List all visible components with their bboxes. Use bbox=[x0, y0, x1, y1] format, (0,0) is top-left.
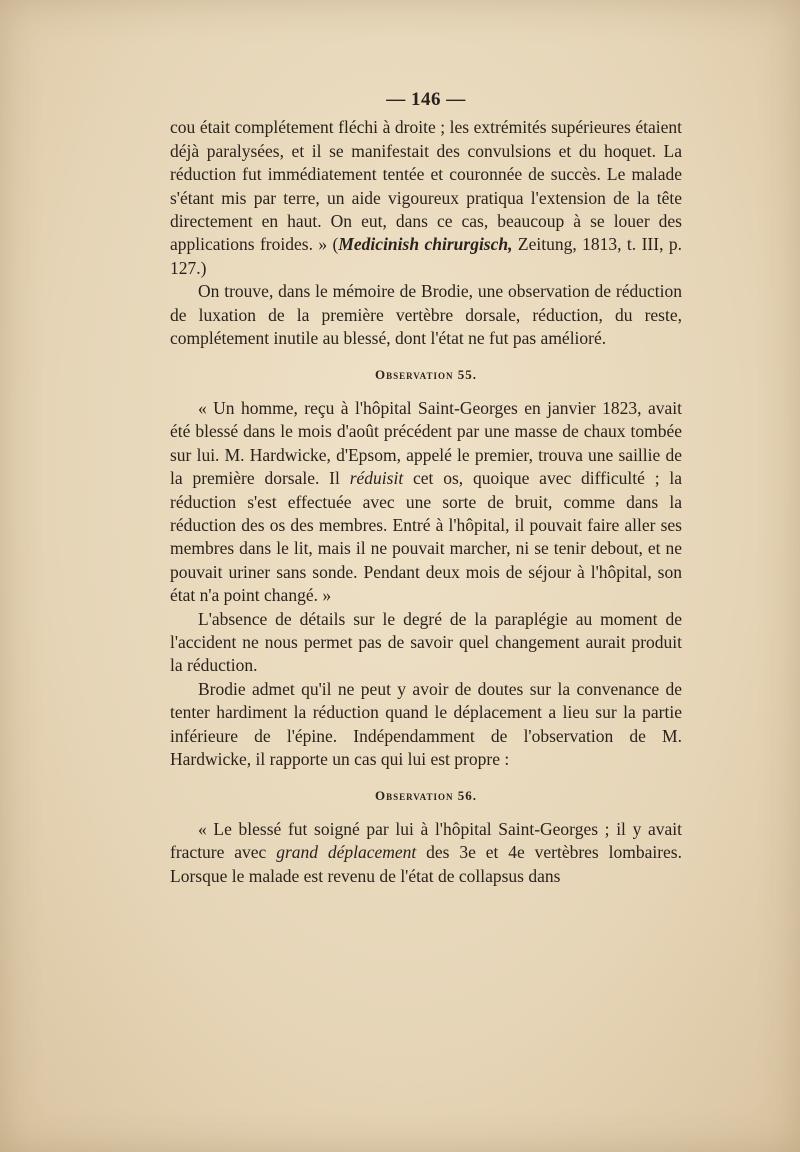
page-number: — 146 — bbox=[386, 89, 466, 110]
paragraph-4: L'absence de détails sur le degré de la paraplégie au moment de l'accident ne nous permet pas de savoir quel changement aurait produit la réduction. bbox=[170, 608, 682, 676]
paragraph-6 bbox=[170, 818, 682, 888]
paragraph-3-part-2: cet os, quoique avec difficulté ; la réduction s'est effectuée avec une sorte de bruit, comme dans la réduction des os des membres. Entré à l'hôpital, il pouvait faire aller ses membres dans le lit, mais il ne pouvait marcher, ni se tenir debout, et ne pouvait uriner sans sonde. Pendant deux mois de séjour à l'hôpital, son état n'a point changé. » bbox=[170, 468, 683, 606]
paragraph-1 bbox=[170, 116, 682, 280]
paragraph-5: Brodie admet qu'il ne peut y avoir de doutes sur la convenance de tenter hardiment la réduction quand le déplacement a lieu sur la partie inférieure de l'épine. Indépendamment de l'observation de M. Hardwicke, il rapporte un cas qui lui est propre : bbox=[170, 678, 682, 769]
observation-55-heading: Observation 55. bbox=[375, 367, 477, 383]
observation-56-heading: Observation 56. bbox=[375, 788, 477, 804]
page-text bbox=[170, 88, 682, 888]
paragraph-3 bbox=[170, 397, 682, 608]
paragraph-3-italic: réduisit bbox=[349, 468, 404, 489]
paragraph-6-part-2: des 3e et 4e vertèbres lombaires. Lorsque le malade est revenu de l'état de collapsus dans bbox=[170, 842, 682, 886]
paragraph-6-part-1: « Le blessé fut soigné par lui à l'hôpital Saint-Georges ; il y avait fracture avec bbox=[170, 818, 682, 863]
paragraph-3-part-1: « Un homme, reçu à l'hôpital Saint-Georges en janvier 1823, avait été blessé dans le mois d'août précédent par une masse de chaux tombée sur lui. M. Hardwicke, d'Epsom, appelé le premier, trouva une saillie de la première dorsale. Il bbox=[170, 397, 682, 489]
paragraph-2: On trouve, dans le mémoire de Brodie, une observation de réduction de luxation de la première vertèbre dorsale, réduction, du reste, complétement inutile au blessé, dont l'état ne fut pas amélioré. bbox=[170, 281, 682, 349]
reference-title: Medicinish chirurgisch, bbox=[338, 234, 513, 255]
paragraph-6-italic: grand déplacement bbox=[276, 842, 417, 863]
reference-details: Zeitung, 1813, t. III, p. 127.) bbox=[170, 234, 682, 278]
paragraph-1-text: cou était complétement fléchi à droite ; les extrémités supérieures étaient déjà paralysées, et il se manifestait des convulsions et du hoquet. La réduction fut immédiatement tentée et couronnée de succès. Le malade s'étant mis par terre, un aide vigoureux pratiqua l'extension de la tête directement en haut. On eut, dans ce cas, beaucoup à se louer des applications froides. » ( bbox=[170, 117, 682, 255]
